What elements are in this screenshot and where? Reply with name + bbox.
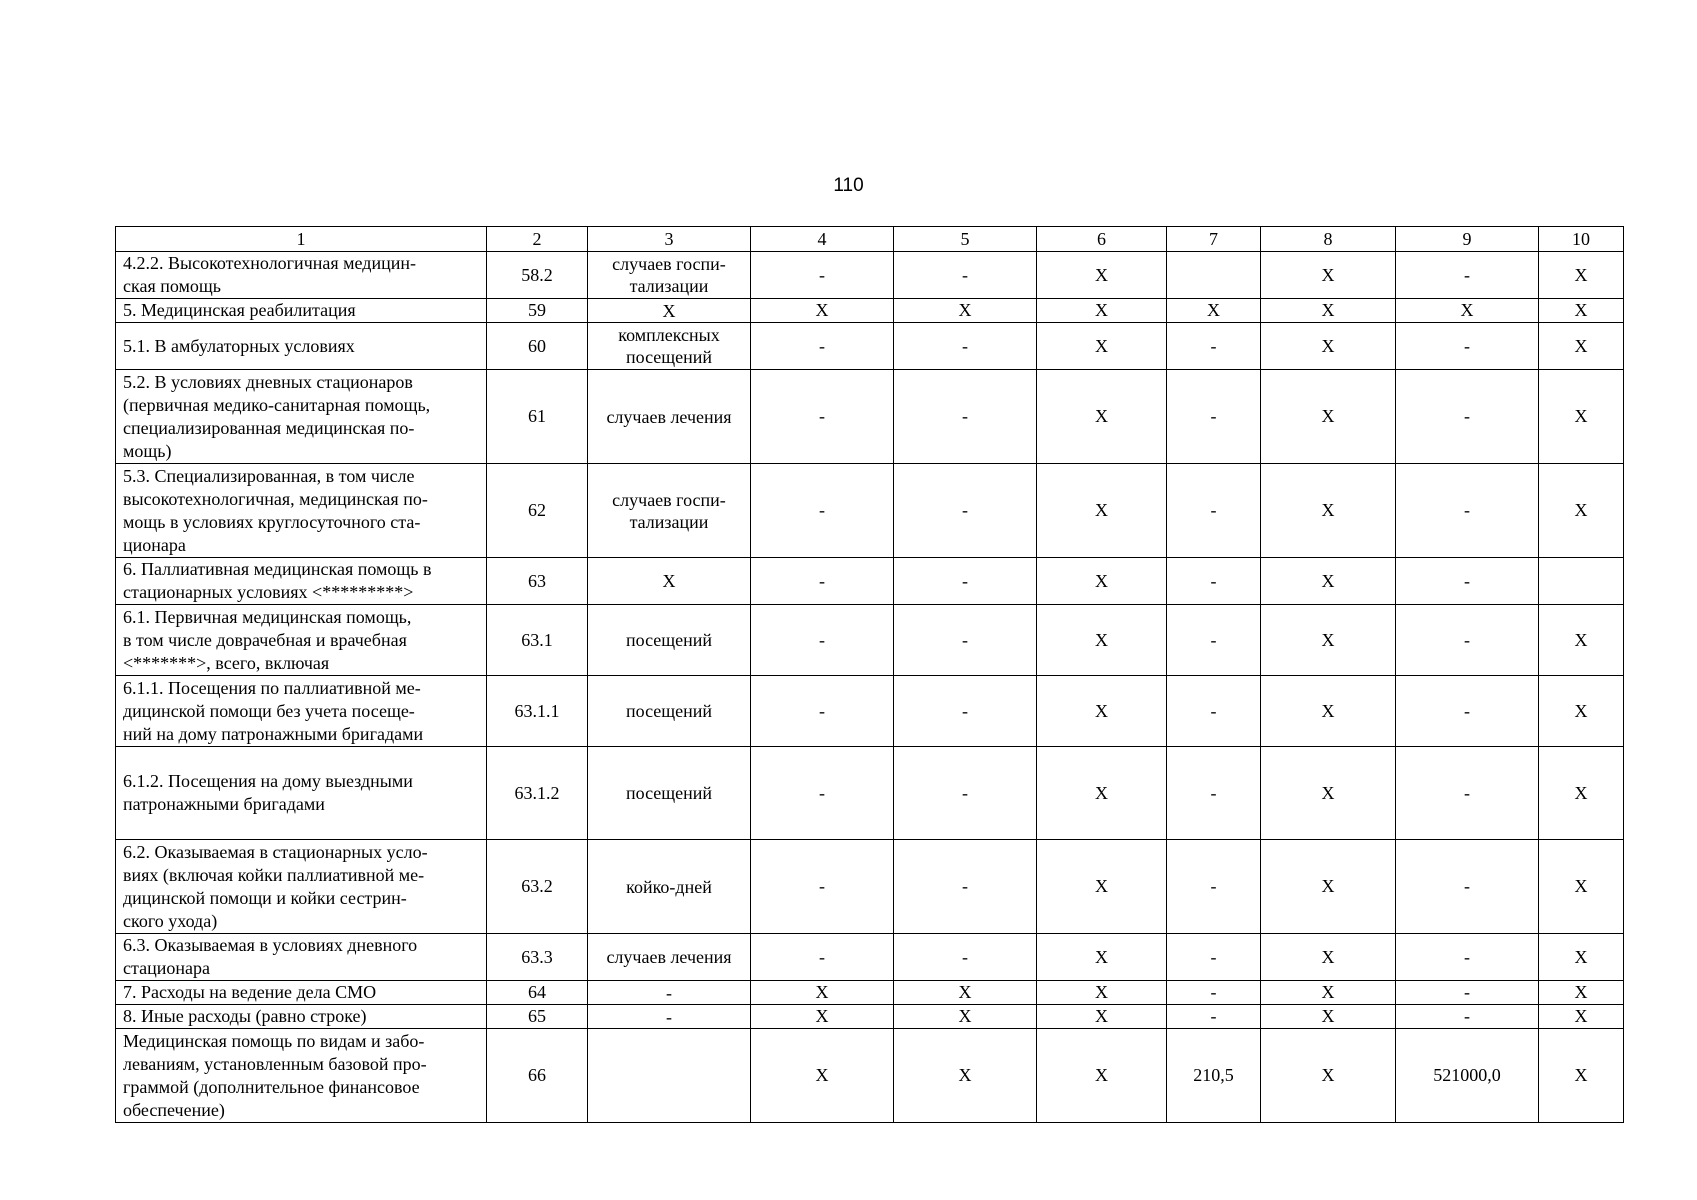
column-header-1: 1 <box>116 227 487 252</box>
cell-col-6: X <box>1037 299 1167 323</box>
row-name: 6.1.1. Посещения по паллиативной ме- дицинской помощи без учета посеще- ний на дому патронажными бригадами <box>116 676 487 747</box>
cell-col-5: X <box>894 299 1037 323</box>
table-body <box>116 227 1624 1123</box>
cell-col-6: X <box>1037 747 1167 840</box>
cell-col-4: - <box>751 605 894 676</box>
cell-col-9: - <box>1396 676 1539 747</box>
cell-col-8: X <box>1261 558 1396 605</box>
cell-col-5: - <box>894 747 1037 840</box>
cell-col-10: X <box>1539 299 1624 323</box>
row-code: 65 <box>487 1005 588 1029</box>
cell-col-4: X <box>751 981 894 1005</box>
cell-col-4: - <box>751 252 894 299</box>
table-row <box>116 747 1624 840</box>
row-code: 64 <box>487 981 588 1005</box>
cell-col-5: - <box>894 676 1037 747</box>
cell-col-8: X <box>1261 747 1396 840</box>
table-row <box>116 464 1624 558</box>
table-row <box>116 1005 1624 1029</box>
row-unit: - <box>588 981 751 1005</box>
cell-col-10: X <box>1539 323 1624 370</box>
cell-col-8: X <box>1261 464 1396 558</box>
column-header-6: 6 <box>1037 227 1167 252</box>
cell-col-7: 210,5 <box>1167 1029 1261 1123</box>
cell-col-10 <box>1539 558 1624 605</box>
cell-col-5: - <box>894 934 1037 981</box>
cell-col-6: X <box>1037 1005 1167 1029</box>
cell-col-9: - <box>1396 252 1539 299</box>
cell-col-10: X <box>1539 1029 1624 1123</box>
row-code: 61 <box>487 370 588 464</box>
cell-col-5: - <box>894 605 1037 676</box>
cell-col-7: - <box>1167 323 1261 370</box>
cell-col-6: X <box>1037 676 1167 747</box>
table-row <box>116 840 1624 934</box>
cell-col-9: 521000,0 <box>1396 1029 1539 1123</box>
cell-col-9: - <box>1396 370 1539 464</box>
cell-col-6: X <box>1037 1029 1167 1123</box>
row-code: 63.1.1 <box>487 676 588 747</box>
row-unit: - <box>588 1005 751 1029</box>
cell-col-6: X <box>1037 840 1167 934</box>
cell-col-5: - <box>894 252 1037 299</box>
row-unit: X <box>588 558 751 605</box>
cell-col-4: - <box>751 934 894 981</box>
cell-col-6: X <box>1037 252 1167 299</box>
cell-col-8: X <box>1261 252 1396 299</box>
row-name: Медицинская помощь по видам и забо- леваниям, установленным базовой про- граммой (дополнительное финансовое обеспечение) <box>116 1029 487 1123</box>
row-code: 63.3 <box>487 934 588 981</box>
cell-col-10: X <box>1539 747 1624 840</box>
row-unit: случаев госпи- тализации <box>588 464 751 558</box>
row-code: 58.2 <box>487 252 588 299</box>
cell-col-9: - <box>1396 840 1539 934</box>
cell-col-4: X <box>751 1005 894 1029</box>
row-name: 6.1. Первичная медицинская помощь, в том числе доврачебная и врачебная <*******>, всего, включая <box>116 605 487 676</box>
table-row <box>116 605 1624 676</box>
cell-col-4: - <box>751 676 894 747</box>
row-name: 4.2.2. Высокотехнологичная медицин- ская помощь <box>116 252 487 299</box>
cell-col-6: X <box>1037 370 1167 464</box>
row-unit <box>588 1029 751 1123</box>
row-unit: случаев лечения <box>588 934 751 981</box>
column-header-4: 4 <box>751 227 894 252</box>
row-name: 5. Медицинская реабилитация <box>116 299 487 323</box>
cell-col-5: - <box>894 370 1037 464</box>
row-name: 6. Паллиативная медицинская помощь в стационарных условиях <*********> <box>116 558 487 605</box>
cell-col-9: - <box>1396 605 1539 676</box>
table-row <box>116 934 1624 981</box>
cell-col-7: - <box>1167 1005 1261 1029</box>
table-row <box>116 323 1624 370</box>
cell-col-8: X <box>1261 981 1396 1005</box>
cell-col-10: X <box>1539 605 1624 676</box>
cell-col-9: - <box>1396 934 1539 981</box>
row-unit: комплексных посещений <box>588 323 751 370</box>
column-header-9: 9 <box>1396 227 1539 252</box>
cell-col-8: X <box>1261 1029 1396 1123</box>
cell-col-4: X <box>751 299 894 323</box>
cell-col-6: X <box>1037 323 1167 370</box>
row-code: 63.2 <box>487 840 588 934</box>
row-code: 63.1 <box>487 605 588 676</box>
header-row <box>116 227 1624 252</box>
cell-col-7: - <box>1167 464 1261 558</box>
column-header-10: 10 <box>1539 227 1624 252</box>
table-row <box>116 1029 1624 1123</box>
row-name: 5.2. В условиях дневных стационаров (первичная медико-санитарная помощь, специализированная медицинская по- мощь) <box>116 370 487 464</box>
table-row <box>116 252 1624 299</box>
cell-col-4: - <box>751 464 894 558</box>
cell-col-8: X <box>1261 1005 1396 1029</box>
cell-col-10: X <box>1539 370 1624 464</box>
row-unit: койко-дней <box>588 840 751 934</box>
row-code: 66 <box>487 1029 588 1123</box>
cell-col-9: - <box>1396 323 1539 370</box>
cell-col-5: - <box>894 840 1037 934</box>
cell-col-8: X <box>1261 840 1396 934</box>
report-table <box>115 226 1624 1123</box>
cell-col-5: - <box>894 464 1037 558</box>
row-unit: случаев лечения <box>588 370 751 464</box>
cell-col-4: X <box>751 1029 894 1123</box>
cell-col-4: - <box>751 747 894 840</box>
cell-col-10: X <box>1539 676 1624 747</box>
row-unit: посещений <box>588 605 751 676</box>
row-name: 5.1. В амбулаторных условиях <box>116 323 487 370</box>
table-row <box>116 299 1624 323</box>
cell-col-8: X <box>1261 299 1396 323</box>
row-code: 63.1.2 <box>487 747 588 840</box>
cell-col-8: X <box>1261 370 1396 464</box>
row-name: 5.3. Специализированная, в том числе высокотехнологичная, медицинская по- мощь в условиях круглосуточного ста- ционара <box>116 464 487 558</box>
cell-col-5: X <box>894 981 1037 1005</box>
cell-col-5: X <box>894 1029 1037 1123</box>
row-unit: посещений <box>588 676 751 747</box>
cell-col-9: - <box>1396 981 1539 1005</box>
column-header-2: 2 <box>487 227 588 252</box>
row-unit: посещений <box>588 747 751 840</box>
cell-col-8: X <box>1261 323 1396 370</box>
cell-col-9: - <box>1396 558 1539 605</box>
cell-col-9: - <box>1396 1005 1539 1029</box>
cell-col-4: - <box>751 558 894 605</box>
row-unit: X <box>588 299 751 323</box>
row-unit: случаев госпи- тализации <box>588 252 751 299</box>
cell-col-7: - <box>1167 934 1261 981</box>
cell-col-10: X <box>1539 981 1624 1005</box>
cell-col-9: X <box>1396 299 1539 323</box>
cell-col-6: X <box>1037 605 1167 676</box>
cell-col-10: X <box>1539 252 1624 299</box>
page-number: 110 <box>833 175 864 196</box>
cell-col-8: X <box>1261 605 1396 676</box>
cell-col-7: - <box>1167 370 1261 464</box>
cell-col-6: X <box>1037 464 1167 558</box>
row-name: 6.1.2. Посещения на дому выездными патронажными бригадами <box>116 747 487 840</box>
table-row <box>116 558 1624 605</box>
cell-col-6: X <box>1037 558 1167 605</box>
cell-col-10: X <box>1539 840 1624 934</box>
cell-col-9: - <box>1396 747 1539 840</box>
row-code: 59 <box>487 299 588 323</box>
row-name: 6.3. Оказываемая в условиях дневного стационара <box>116 934 487 981</box>
row-code: 62 <box>487 464 588 558</box>
cell-col-9: - <box>1396 464 1539 558</box>
cell-col-7: - <box>1167 840 1261 934</box>
cell-col-5: - <box>894 323 1037 370</box>
cell-col-7 <box>1167 252 1261 299</box>
cell-col-5: - <box>894 558 1037 605</box>
table-row <box>116 370 1624 464</box>
cell-col-8: X <box>1261 934 1396 981</box>
column-header-3: 3 <box>588 227 751 252</box>
column-header-5: 5 <box>894 227 1037 252</box>
cell-col-6: X <box>1037 981 1167 1005</box>
table-row <box>116 981 1624 1005</box>
row-name: 7. Расходы на ведение дела СМО <box>116 981 487 1005</box>
cell-col-10: X <box>1539 934 1624 981</box>
row-name: 8. Иные расходы (равно строке) <box>116 1005 487 1029</box>
row-code: 63 <box>487 558 588 605</box>
cell-col-10: X <box>1539 1005 1624 1029</box>
cell-col-7: - <box>1167 676 1261 747</box>
cell-col-7: - <box>1167 747 1261 840</box>
cell-col-7: X <box>1167 299 1261 323</box>
cell-col-4: - <box>751 370 894 464</box>
row-code: 60 <box>487 323 588 370</box>
cell-col-8: X <box>1261 676 1396 747</box>
cell-col-5: X <box>894 1005 1037 1029</box>
cell-col-10: X <box>1539 464 1624 558</box>
cell-col-4: - <box>751 840 894 934</box>
cell-col-7: - <box>1167 605 1261 676</box>
column-header-8: 8 <box>1261 227 1396 252</box>
table-row <box>116 676 1624 747</box>
cell-col-6: X <box>1037 934 1167 981</box>
cell-col-4: - <box>751 323 894 370</box>
row-name: 6.2. Оказываемая в стационарных усло- виях (включая койки паллиативной ме- дицинской помощи и койки сестрин- ского ухода) <box>116 840 487 934</box>
cell-col-7: - <box>1167 558 1261 605</box>
column-header-7: 7 <box>1167 227 1261 252</box>
cell-col-7: - <box>1167 981 1261 1005</box>
